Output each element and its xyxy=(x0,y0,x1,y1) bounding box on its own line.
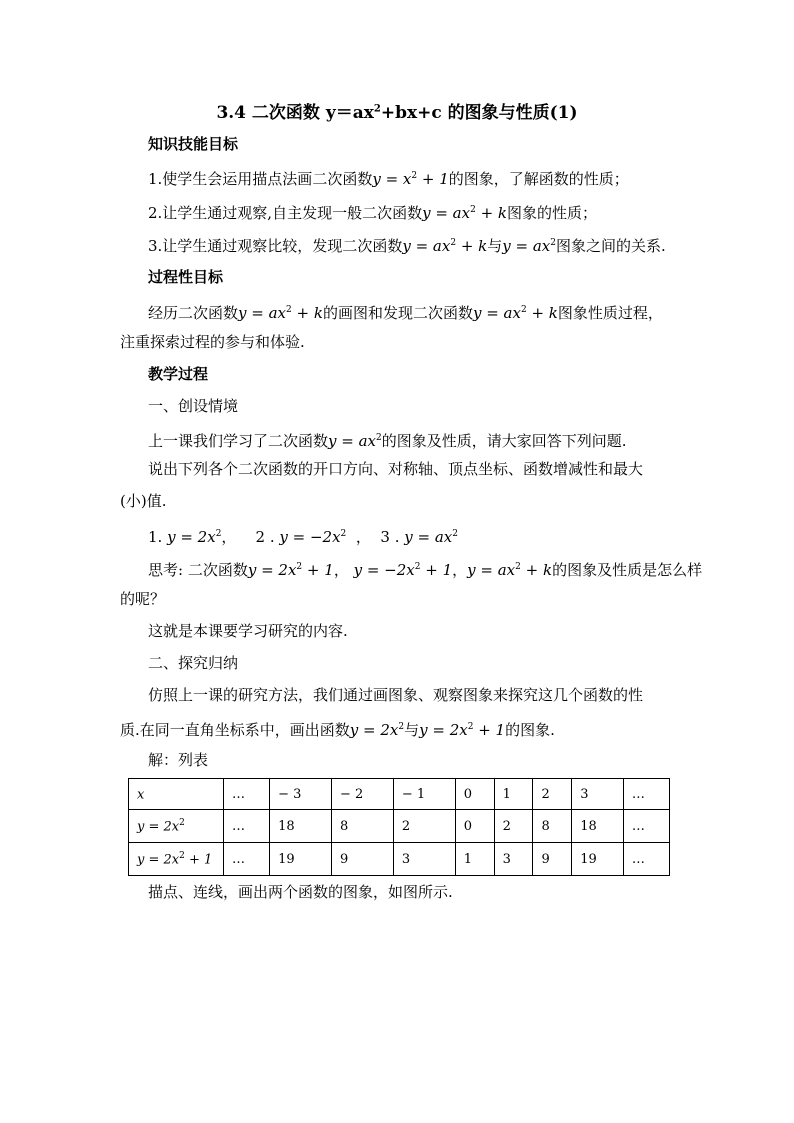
table-cell: 9 xyxy=(331,843,393,876)
table-row-label: $y = 2x^2 + 1$ xyxy=(129,843,224,876)
table-row xyxy=(129,843,670,876)
table-cell: … xyxy=(224,843,270,876)
part2-heading: 二、探究归纳 xyxy=(148,654,239,672)
content-note: 这就是本课要学习研究的内容. xyxy=(148,622,348,640)
table-cell: 0 xyxy=(455,779,494,810)
page-title: 3.4 二次函数 $y=ax^2+bx+c$ 的图象与性质(1) xyxy=(216,103,578,123)
part1-heading: 一、创设情境 xyxy=(148,397,239,415)
table-cell: 3 xyxy=(494,843,533,876)
table-cell: 18 xyxy=(572,810,624,843)
part2-paragraph-line-1: 仿照上一课的研究方法，我们通过画图象、观察图象来探究这几个函数的性 xyxy=(148,686,644,704)
table-cell: − 3 xyxy=(270,779,332,810)
process-line-2: 注重探索过程的参与和体验. xyxy=(120,333,305,351)
table-cell: 2 xyxy=(533,779,572,810)
after-table-text: 描点、连线，画出两个函数的图象，如图所示. xyxy=(148,883,453,901)
table-cell: … xyxy=(224,810,270,843)
table-cell: 8 xyxy=(331,810,393,843)
table-cell: … xyxy=(224,779,270,810)
part1-paragraph-1: 上一课我们学习了二次函数$y = ax^2$的图象及性质，请大家回答下列问题. xyxy=(148,432,627,450)
knowledge-item-2: 2.让学生通过观察,自主发现一般二次函数$y = ax^2 + k$图象的性质； xyxy=(148,204,598,222)
table-cell: 2 xyxy=(393,810,455,843)
table-row xyxy=(129,779,670,810)
table-cell: 3 xyxy=(572,779,624,810)
part1-paragraph-2-line-2: (小)值. xyxy=(120,492,167,510)
solve-label: 解：列表 xyxy=(148,751,209,769)
table-cell: … xyxy=(623,779,669,810)
process-heading: 过程性目标 xyxy=(148,268,224,286)
knowledge-heading: 知识技能目标 xyxy=(148,135,239,153)
table-cell: … xyxy=(623,810,669,843)
table-cell: 1 xyxy=(494,779,533,810)
teaching-heading: 教学过程 xyxy=(148,365,209,383)
table-cell: 0 xyxy=(455,810,494,843)
value-table xyxy=(128,778,670,876)
table-row xyxy=(129,810,670,843)
process-line-1: 经历二次函数$y = ax^2 + k$的画图和发现二次函数$y = ax^2 + k$图象性质过程， xyxy=(148,304,663,322)
think-question: 思考: 二次函数$y = 2x^2 + 1$， $y = -2x^2 + 1$，$y = ax^2 + k$的图象及性质是怎么样 xyxy=(148,561,703,579)
table-cell: 19 xyxy=(572,843,624,876)
table-cell: 19 xyxy=(270,843,332,876)
part1-paragraph-2-line-1: 说出下列各个二次函数的开口方向、对称轴、顶点坐标、函数增减性和最大 xyxy=(148,460,644,478)
table-cell: − 1 xyxy=(393,779,455,810)
knowledge-item-1: 1.使学生会运用描点法画二次函数$y = x^2 + 1$的图象，了解函数的性质； xyxy=(148,170,629,188)
table-row-label: x xyxy=(129,779,224,810)
table-cell: 8 xyxy=(533,810,572,843)
part2-paragraph-line-2: 质.在同一直角坐标系中，画出函数$y = 2x^2$与$y = 2x^2 + 1$的图象. xyxy=(120,721,555,739)
table-row-label: $y = 2x^2$ xyxy=(129,810,224,843)
table-cell: 2 xyxy=(494,810,533,843)
table-cell: … xyxy=(623,843,669,876)
table-cell: 1 xyxy=(455,843,494,876)
table-cell: − 2 xyxy=(331,779,393,810)
knowledge-item-3: 3.让学生通过观察比较，发现二次函数$y = ax^2 + k$与$y = ax^2$图象之间的关系. xyxy=(148,237,666,255)
function-list: 1. $y = 2x^2$， 2 . $y = -2x^2$ ， 3 . $y = ax^2$ xyxy=(148,528,458,546)
think-question-line-2: 的呢？ xyxy=(120,590,166,608)
table-cell: 9 xyxy=(533,843,572,876)
table-cell: 3 xyxy=(393,843,455,876)
table-cell: 18 xyxy=(270,810,332,843)
